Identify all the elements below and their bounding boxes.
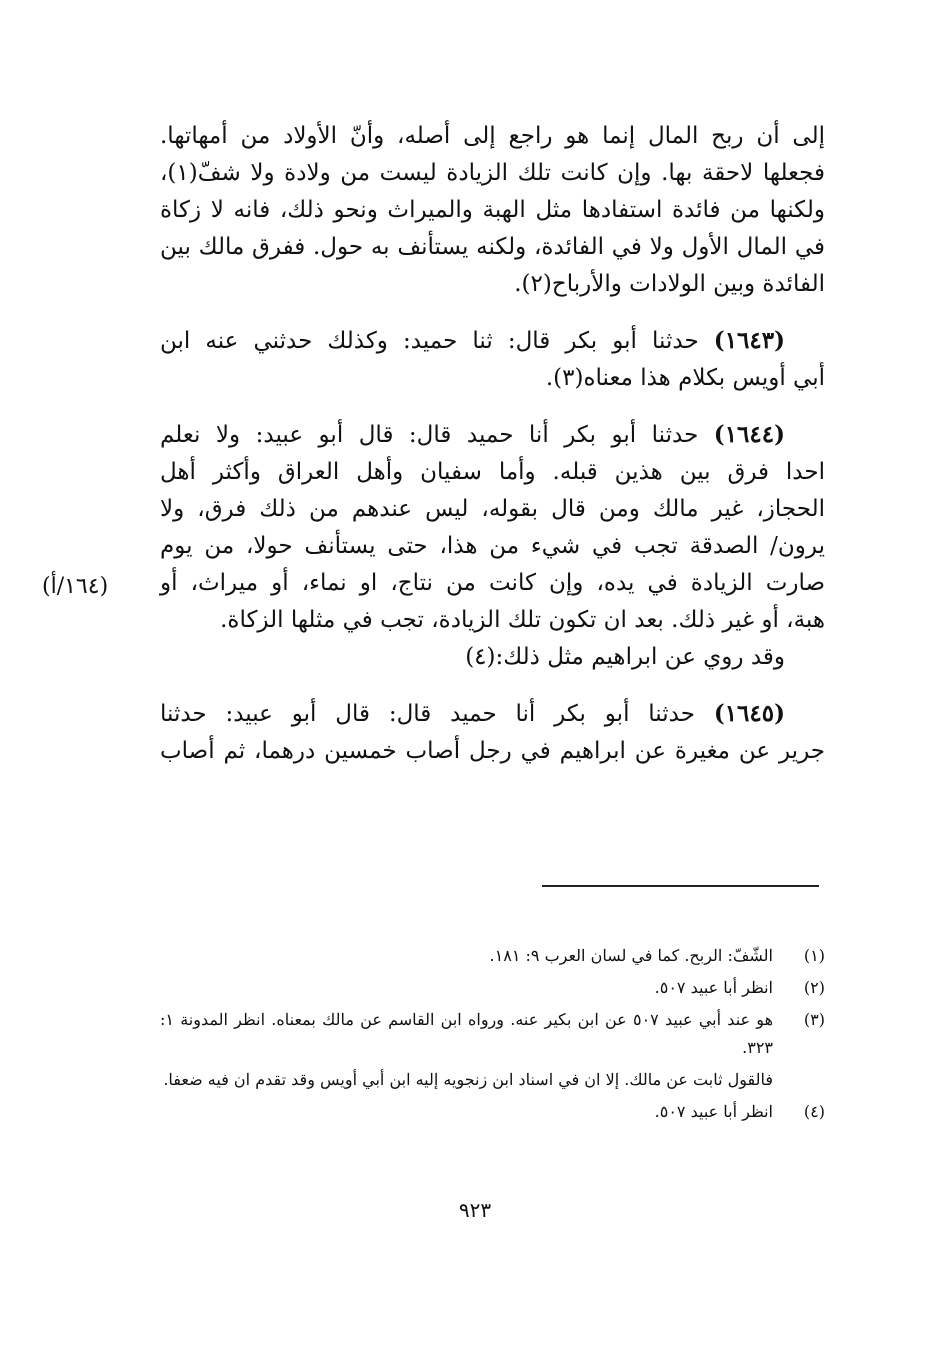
footnote-separator (542, 885, 819, 887)
footnote-text: الشّفّ: الربح. كما في لسان العرب ٩: ١٨١. (489, 946, 773, 965)
text-line-content: حدثنا أبو بكر قال: ثنا حميد: وكذلك حدثني عنه ابن (160, 328, 699, 354)
footnote-number: (١) (803, 946, 825, 965)
text-line-content: حدثنا أبو بكر أنا حميد قال: قال أبو عبيد: ولا نعلم (160, 422, 699, 448)
text-line: هبة، أو غير ذلك. بعد ان تكون تلك الزيادة، تجب في مثلها الزكاة. (220, 607, 825, 633)
text-line: فجعلها لاحقة بها. وإن كانت تلك الزيادة ليست من ولادة ولا شفّ(١)، (160, 160, 825, 186)
text-line (160, 322, 825, 360)
text-line: صارت الزيادة في يده، وإن كانت من نتاج، او نماء، أو ميراث، أو (160, 570, 825, 596)
paragraph-1 (160, 118, 825, 303)
footnote-text: هو عند أبي عبيد ٥٠٧ عن ابن بكير عنه. ورواه ابن القاسم عن مالك بمعناه. انظر المدونة ١: ٣٢٣. (160, 1010, 774, 1057)
text-line: احدا فرق بين هذين قبله. وأما سفيان وأهل العراق وأكثر أهل (160, 459, 825, 485)
text-line: الحجاز، غير مالك ومن قال بقوله، ليس عندهم من ذلك فرق، ولا (160, 496, 825, 522)
footnote-3-continuation: فالقول ثابت عن مالك. إلا ان في اسناد ابن زنجويه إليه ابن أبي أويس وقد تقدم ان فيه ضعفا. (163, 1070, 773, 1089)
footnote-number: (٣) (803, 1010, 825, 1029)
text-line: جرير عن مغيرة عن ابراهيم في رجل أصاب خمسين درهما، ثم أصاب (160, 738, 825, 764)
hadith-number: (١٦٤٥) (713, 700, 786, 727)
hadith-number: (١٦٤٣) (713, 327, 785, 354)
footnote-2 (160, 974, 825, 1002)
footnote-4 (160, 1098, 825, 1126)
paragraph-1644 (160, 416, 825, 676)
paragraph-1643 (160, 322, 825, 397)
text-line: الفائدة وبين الولادات والأرباح(٢). (514, 271, 825, 297)
text-line: يرون/ الصدقة تجب في شيء من هذا، حتى يستأنف حولا، من يوم (160, 533, 825, 559)
text-line: أبي أويس بكلام هذا معناه(٣). (545, 365, 825, 391)
main-text (160, 118, 825, 770)
footnotes (160, 942, 825, 1130)
paragraph-1645 (160, 695, 825, 770)
text-line (160, 695, 825, 733)
text-line: ولكنها من فائدة استفادها مثل الهبة والميراث ونحو ذلك، فانه لا زكاة (160, 197, 825, 223)
text-line: وقد روي عن ابراهيم مثل ذلك:(٤) (465, 644, 785, 670)
text-line-content: حدثنا أبو بكر أنا حميد قال: قال أبو عبيد: حدثنا (160, 701, 695, 727)
footnote-number: (٢) (803, 978, 825, 997)
footnote-1 (160, 942, 825, 970)
hadith-number: (١٦٤٤) (713, 421, 785, 448)
text-line: في المال الأول ولا في الفائدة، ولكنه يستأنف به حول. ففرق مالك بين (160, 234, 825, 260)
footnote-3 (160, 1006, 825, 1062)
footnote-text: انظر أبا عبيد ٥٠٧. (654, 1102, 773, 1121)
page-number: ٩٢٣ (458, 1198, 492, 1222)
footnote-number: (٤) (803, 1102, 825, 1121)
footnote-text: انظر أبا عبيد ٥٠٧. (654, 978, 773, 997)
manuscript-folio-marker: (١٦٤/أ) (42, 574, 109, 599)
text-line (160, 416, 825, 454)
text-line: إلى أن ربح المال إنما هو راجع إلى أصله، وأنّ الأولاد من أمهاتها. (160, 123, 825, 149)
